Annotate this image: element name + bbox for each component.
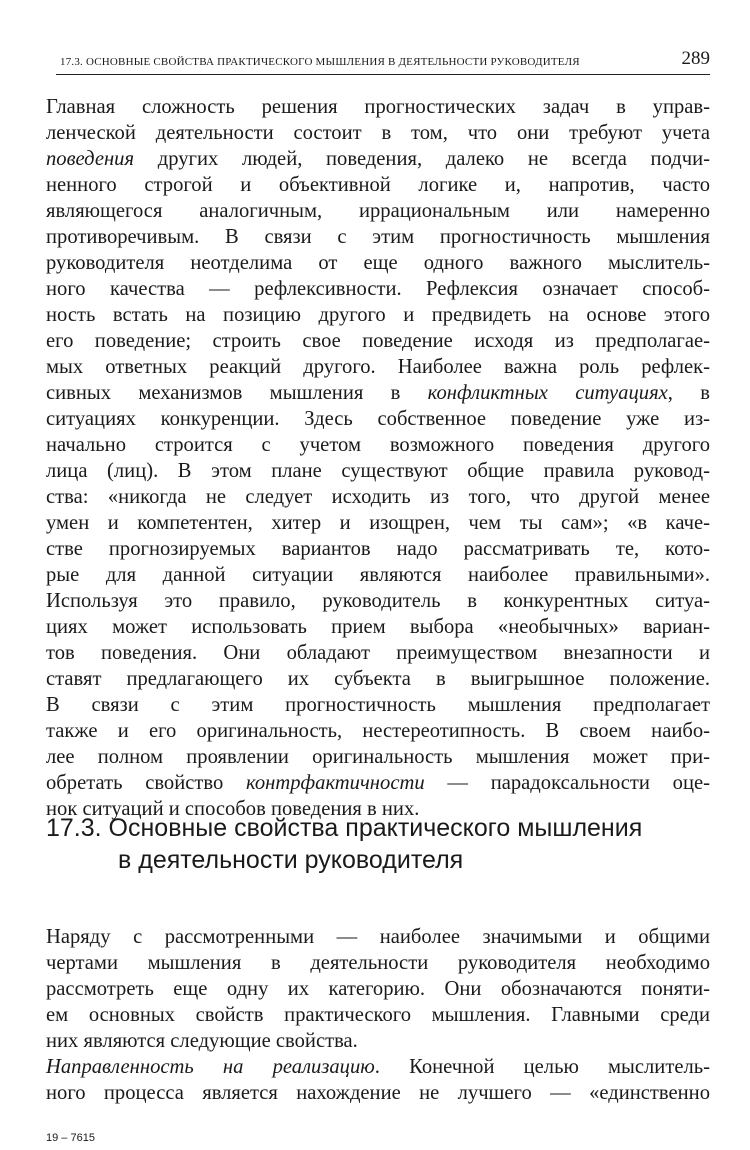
page-header — [56, 48, 710, 75]
text-line: ного процесса является нахождение не лучшего — «единственно — [46, 1082, 710, 1104]
text-line: стве прогнозируемых вариантов надо рассматривать те, кото- — [46, 538, 710, 560]
text-line: ства: «никогда не следует исходить из того, что другой менее — [46, 486, 710, 508]
text-line: лее полном проявлении оригинальность мышления может при- — [46, 746, 710, 768]
text-line: рые для данной ситуации являются наиболее правильными». — [46, 564, 710, 586]
text-line: В связи с этим прогностичность мышления предполагает — [46, 694, 710, 716]
section-heading-line1: 17.3. Основные свойства практического мышления — [46, 814, 643, 842]
section-heading-line2: в деятельности руководителя — [118, 846, 464, 874]
text-line: ленческой деятельности состоит в том, что они требуют учета — [46, 122, 710, 144]
text-line: чертами мышления в деятельности руководителя необходимо — [46, 952, 710, 974]
text-line: руководителя неотделима от еще одного важного мыслитель- — [46, 252, 710, 274]
paragraph-properties — [46, 924, 710, 1106]
text-line: мых ответных реакций другого. Наиболее важна роль рефлек- — [46, 356, 710, 378]
printer-signature: 19 – 7615 — [46, 1132, 95, 1144]
paragraph-reflexivity — [46, 94, 710, 822]
text-line: начально строится с учетом возможного поведения другого — [46, 434, 710, 456]
text-line: Главная сложность решения прогностических задач в управ- — [46, 96, 710, 118]
text-line: Используя это правило, руководитель в конкурентных ситуа- — [46, 590, 710, 612]
text-line: ненного строгой и объективной логике и, напротив, часто — [46, 174, 710, 196]
page-number: 289 — [681, 48, 710, 69]
text-line: лица (лиц). В этом плане существуют общие правила руковод- — [46, 460, 710, 482]
text-line: ставят предлагающего их субъекта в выигрышное положение. — [46, 668, 710, 690]
text-line: также и его оригинальность, нестереотипность. В своем наибо- — [46, 720, 710, 742]
text-line: рассмотреть еще одну их категорию. Они обозначаются поняти- — [46, 978, 710, 1000]
text-line: ность встать на позицию другого и предвидеть на основе этого — [46, 304, 710, 326]
text-line: поведения других людей, поведения, далеко не всегда подчи- — [46, 148, 710, 170]
text-line: Направленность на реализацию. Конечной целью мыслитель- — [46, 1056, 710, 1078]
text-line: противоречивым. В связи с этим прогностичность мышления — [46, 226, 710, 248]
text-line: умен и компетентен, хитер и изощрен, чем ты сам»; «в каче- — [46, 512, 710, 534]
text-line: его поведение; строить свое поведение исходя из предполагае- — [46, 330, 710, 352]
text-line: ного качества — рефлексивности. Рефлексия означает способ- — [46, 278, 710, 300]
text-line: сивных механизмов мышления в конфликтных ситуациях, в — [46, 382, 710, 404]
text-line: являющегося аналогичным, иррациональным или намеренно — [46, 200, 710, 222]
text-line: ситуациях конкуренции. Здесь собственное поведение уже из- — [46, 408, 710, 430]
running-head: 17.3. ОСНОВНЫЕ СВОЙСТВА ПРАКТИЧЕСКОГО МЫШЛЕНИЯ В ДЕЯТЕЛЬНОСТИ РУКОВОДИТЕЛЯ — [60, 56, 580, 68]
section-heading — [46, 812, 710, 876]
text-line: обретать свойство контрфактичности — парадоксальности оце- — [46, 772, 710, 794]
text-line: Наряду с рассмотренными — наиболее значимыми и общими — [46, 926, 710, 948]
text-line: них являются следующие свойства. — [46, 1030, 358, 1052]
text-line: тов поведения. Они обладают преимуществом внезапности и — [46, 642, 710, 664]
text-line: нок ситуаций и способов поведения в них. — [46, 798, 420, 820]
text-line: циях может использовать прием выбора «необычных» вариан- — [46, 616, 710, 638]
text-line: ем основных свойств практического мышления. Главными среди — [46, 1004, 710, 1026]
